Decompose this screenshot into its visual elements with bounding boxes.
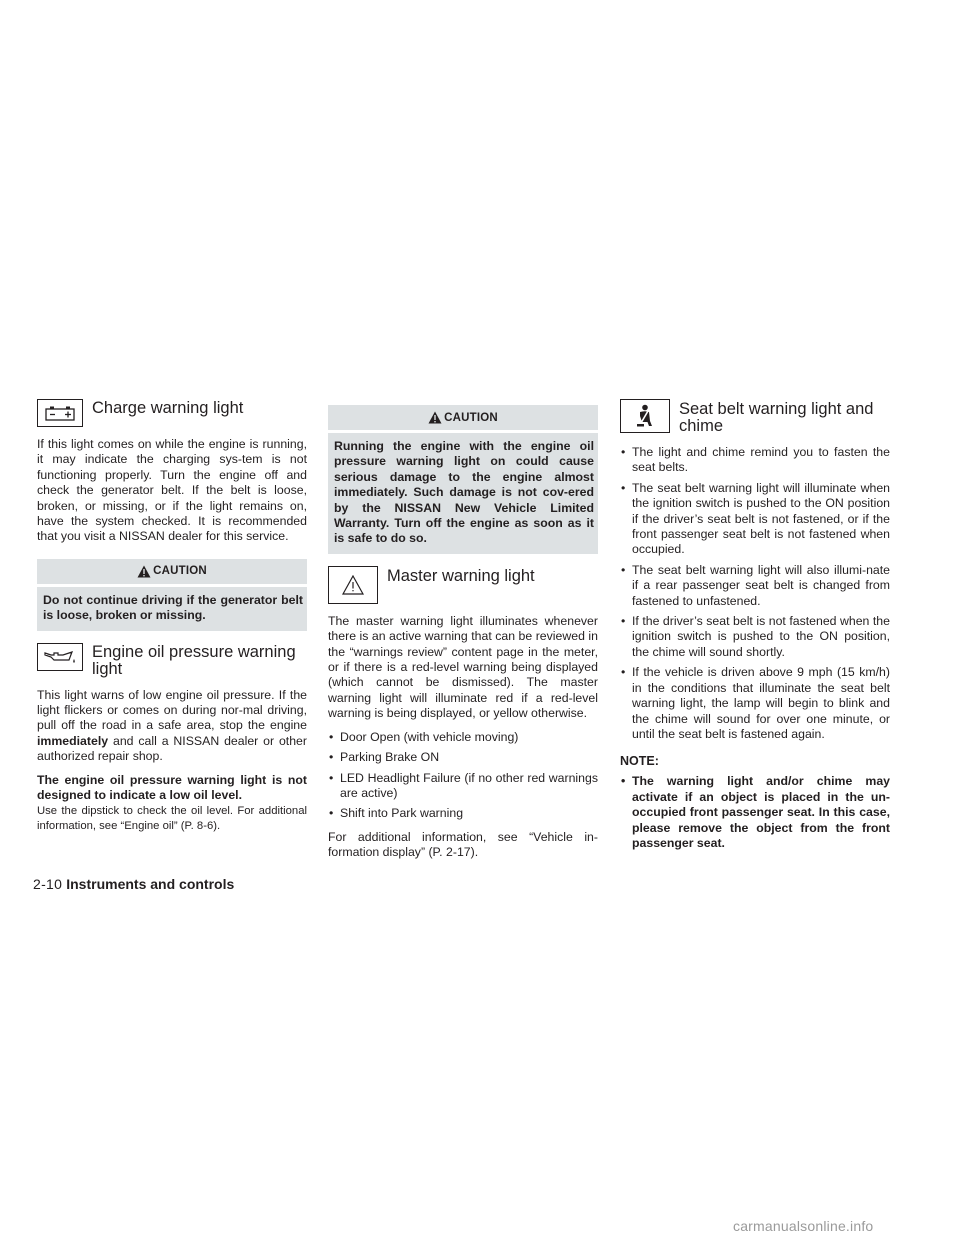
master-more-info: For additional information, see “Vehicle in-formation display” (P. 2-17). bbox=[328, 829, 598, 860]
list-item: • The seat belt warning light will also illumi-nate if a rear passenger seat belt is changed from fastened to unfastened. bbox=[620, 563, 890, 609]
watermark: carmanualsonline.info bbox=[733, 1218, 874, 1234]
oil-caution-text: Running the engine with the engine oil pressure warning light on could cause serious damage to the engine almost immediately. Such damage is not cov-ered by the NISSAN New Vehicle Limited Warranty. Turn off the engine as soon as it is safe to do so. bbox=[334, 439, 594, 546]
page-footer bbox=[33, 876, 234, 892]
caution-label: CAUTION bbox=[153, 565, 207, 578]
charge-caution-box bbox=[37, 559, 307, 631]
seatbelt-title: Seat belt warning light and chime bbox=[679, 400, 874, 435]
column-middle bbox=[328, 405, 598, 869]
caution-icon bbox=[428, 411, 442, 424]
master-heading bbox=[328, 566, 598, 604]
oil-heading bbox=[37, 643, 307, 678]
charge-body: If this light comes on while the engine is running, it may indicate the charging sys-tem is not functioning properly. Turn the engine off and check the generator belt. If the belt is loose, broken, or missing, or if the light remains on, have the system checked. It is recommended that you visit a NISSAN dealer for this service. bbox=[37, 437, 307, 544]
list-item: • Shift into Park warning bbox=[328, 806, 598, 821]
seatbelt-icon bbox=[620, 399, 670, 433]
oil-body-post: and call a NISSAN dealer or other authorized repair shop. bbox=[37, 733, 307, 764]
master-body: The master warning light illuminates whenever there is an active warning that can be reviewed in the “warnings review” content page in the meter, or if there is a red-level warning being displayed (which cannot be dismissed). The master warning light will illuminate red if a red-level warning is being displayed, or yellow otherwise. bbox=[328, 613, 598, 721]
seatbelt-bullet-list bbox=[620, 445, 890, 742]
caution-header bbox=[37, 559, 307, 584]
caution-header bbox=[328, 405, 598, 430]
note-bullet-list bbox=[620, 774, 890, 851]
oil-body-pre: This light warns of low engine oil pressure. If the light flickers or comes on during nor-mal driving, pull off the road in a safe area, stop the engine bbox=[37, 687, 307, 733]
list-item: • Door Open (with vehicle moving) bbox=[328, 730, 598, 745]
warning-triangle-icon bbox=[328, 566, 378, 604]
seatbelt-heading bbox=[620, 399, 890, 435]
master-title: Master warning light bbox=[387, 566, 535, 585]
oil-caution-box bbox=[328, 405, 598, 554]
oil-body bbox=[37, 688, 307, 765]
list-item: • Parking Brake ON bbox=[328, 750, 598, 765]
list-item: • LED Headlight Failure (if no other red warnings are active) bbox=[328, 771, 598, 802]
oil-small-note: Use the dipstick to check the oil level. For additional information, see “Engine oil” (P. 8-6). bbox=[37, 804, 307, 832]
column-right bbox=[620, 399, 890, 859]
master-bullet-list bbox=[328, 730, 598, 822]
page-number: 2-10 bbox=[33, 876, 63, 892]
caution-icon bbox=[137, 565, 151, 578]
charge-title: Charge warning light bbox=[92, 399, 244, 417]
battery-icon bbox=[37, 399, 83, 427]
oil-can-icon bbox=[37, 643, 83, 671]
list-item: • The seat belt warning light will illuminate when the ignition switch is pushed to the ON position if the driver’s seat belt is not fastened, or if the front passenger seat belt is not fastened when occupied. bbox=[620, 481, 890, 558]
oil-bold-note: The engine oil pressure warning light is not designed to indicate a low oil level. bbox=[37, 772, 307, 803]
note-label: NOTE: bbox=[620, 754, 659, 769]
column-left bbox=[37, 399, 307, 842]
charge-heading bbox=[37, 399, 307, 427]
charge-caution-text: Do not continue driving if the generator belt is loose, broken or missing. bbox=[43, 592, 303, 623]
list-item: • If the vehicle is driven above 9 mph (15 km/h) in the conditions that illuminate the seat belt warning light, the lamp will begin to blink and the chime will sound for over one minute, or until the seat belt is fastened again. bbox=[620, 665, 890, 742]
caution-label: CAUTION bbox=[444, 411, 498, 424]
oil-body-bold: immediately bbox=[37, 733, 109, 748]
list-item: • The light and chime remind you to fasten the seat belts. bbox=[620, 445, 890, 476]
list-item: • If the driver’s seat belt is not fastened when the ignition switch is pushed to the ON position, the chime will sound shortly. bbox=[620, 614, 890, 660]
oil-title: Engine oil pressure warning light bbox=[92, 642, 296, 678]
list-item: • The warning light and/or chime may activate if an object is placed in the un-occupied front passenger seat. In this case, please remove the object from the front passenger seat. bbox=[620, 774, 890, 851]
section-title: Instruments and controls bbox=[66, 876, 235, 892]
